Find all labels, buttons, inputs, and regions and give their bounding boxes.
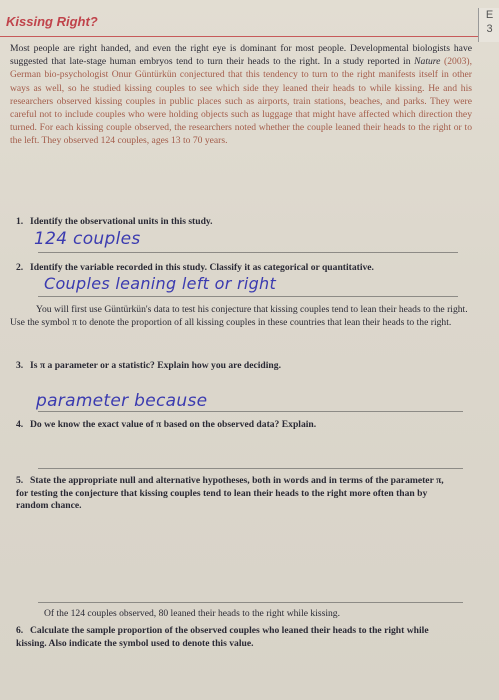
question-4	[16, 419, 471, 432]
intro-text-1: Most people are right handed, and even the right eye is dominant for most people. Developmental biologists have suggested that late-stage human embryos tend to turn their heads to the right. In a study reported in	[10, 43, 472, 68]
answer-line-3[interactable]	[38, 411, 463, 412]
question-5	[16, 475, 456, 513]
question-text: Do we know the exact value of π based on the observed data? Explain.	[30, 419, 317, 430]
page-title: Kissing Right?	[6, 14, 98, 29]
question-number: 5.	[16, 475, 24, 486]
question-text: Identify the variable recorded in this study. Classify it as categorical or quantitative.	[30, 262, 374, 273]
answer-line-4[interactable]	[38, 468, 463, 469]
side-tab-letter: E	[485, 9, 494, 21]
question-number: 3.	[16, 360, 24, 371]
question-number: 1.	[16, 216, 24, 227]
handwritten-answer-2: Couples leaning left or right	[44, 274, 277, 293]
instructions-paragraph: You will first use Güntürkün's data to test his conjecture that kissing couples tend to lean their heads to the right. Use the symbol π to denote the proportion of all kissing couples in these countries that lean their heads to the right.	[10, 304, 468, 328]
question-2	[16, 262, 471, 275]
question-6	[16, 625, 456, 650]
handwritten-answer-3: parameter because	[36, 391, 208, 411]
intro-paragraph	[10, 42, 472, 148]
observed-data: Of the 124 couples observed, 80 leaned their heads to the right while kissing.	[44, 608, 341, 619]
answer-line-5[interactable]	[38, 602, 463, 603]
answer-line-2[interactable]	[38, 296, 458, 297]
intro-text-2: (2003), German bio-psychologist Onur Güntürkün conjectured that this tendency to turn to the right manifests itself in other ways as well, so he studied kissing couples to see which side they leaned their heads to while kissing. He and his researchers observed kissing couples in public places such as airports, train stations, beaches, and parks. They were careful not to include couples who were holding objects such as luggage that might have affected which direction they turned. For each kissing couple observed, the researchers noted whether the couple leaned their heads to the right or to the left. They observed 124 couples, ages 13 to 70 years.	[10, 56, 473, 147]
question-text: Is π a parameter or a statistic? Explain how you are deciding.	[30, 360, 281, 371]
journal-name: Nature	[414, 56, 441, 68]
question-3	[16, 360, 471, 373]
header-bar	[0, 14, 478, 37]
side-tab-number: 3	[486, 23, 493, 35]
question-number: 4.	[16, 419, 24, 430]
question-number: 2.	[16, 262, 24, 273]
question-1	[16, 216, 471, 229]
answer-line-1[interactable]	[38, 252, 458, 253]
question-text: State the appropriate null and alternative hypotheses, both in words and in terms of the parameter π, for testing the conjecture that kissing couples tend to lean their heads to the right more often than by random chance.	[16, 475, 444, 512]
question-number: 6.	[16, 625, 24, 636]
handwritten-answer-1: 124 couples	[34, 229, 141, 249]
question-text: Calculate the sample proportion of the observed couples who leaned their heads to the right while kissing. Also indicate the symbol used to denote this value.	[16, 625, 429, 649]
question-text: Identify the observational units in this study.	[30, 216, 213, 227]
side-tab	[478, 8, 499, 42]
